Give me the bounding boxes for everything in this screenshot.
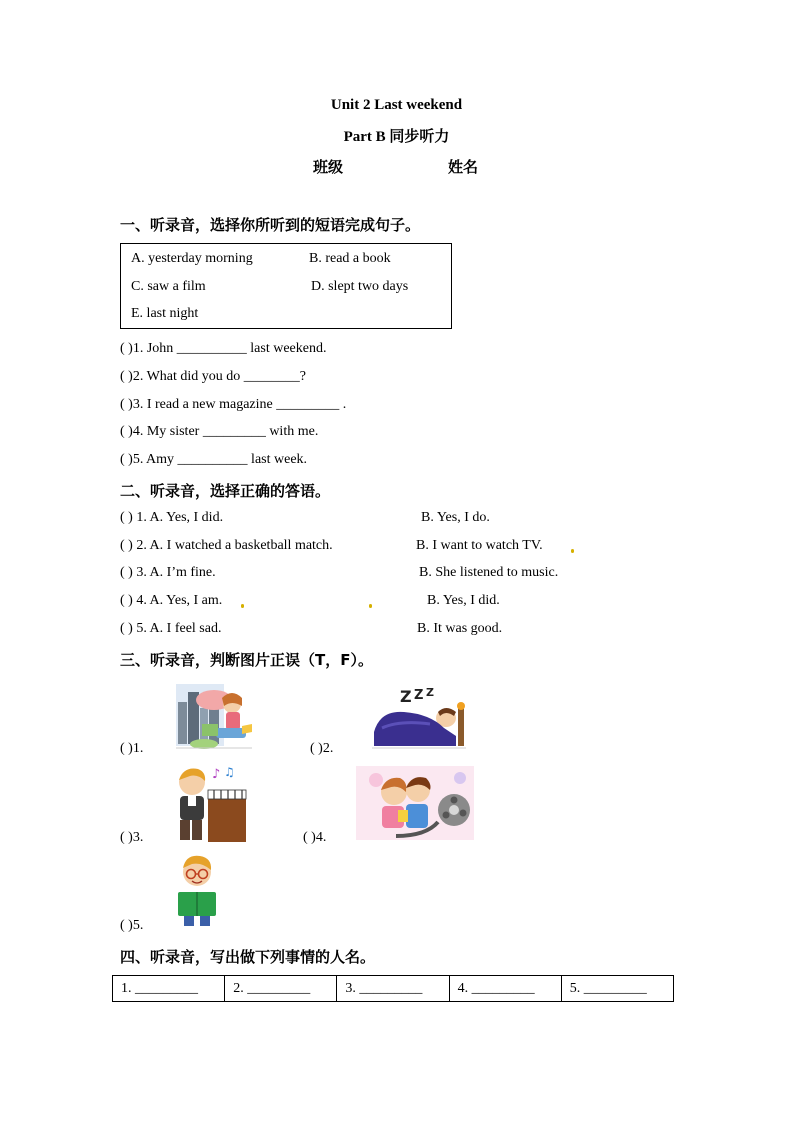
s2-question-5: ( ) 5. A. I feel sad. bbox=[120, 621, 222, 636]
section1-heading: 一、听录音，选择你所听到的短语完成句子。 bbox=[120, 216, 421, 234]
s2-answer-4b: B. Yes, I did. bbox=[427, 593, 500, 608]
s1-question-4: ( )4. My sister _________ with me. bbox=[120, 424, 319, 439]
s2-answer-1b: B. Yes, I do. bbox=[421, 510, 490, 525]
svg-text:♫: ♫ bbox=[224, 765, 235, 779]
worksheet-title: Unit 2 Last weekend bbox=[330, 97, 463, 113]
name-cell-4: 4. _________ bbox=[449, 976, 561, 1002]
name-cell-2: 2. _________ bbox=[225, 976, 337, 1002]
ink-speck bbox=[369, 604, 372, 608]
names-table bbox=[112, 975, 674, 1002]
ink-speck bbox=[241, 604, 244, 608]
s1-question-5: ( )5. Amy __________ last week. bbox=[120, 452, 308, 467]
options-box bbox=[120, 243, 452, 329]
children-watching-film-picture bbox=[356, 766, 474, 840]
svg-text:♪: ♪ bbox=[212, 767, 221, 782]
class-label: 班级 bbox=[313, 160, 344, 176]
boy-sleeping-picture bbox=[370, 684, 470, 752]
boy-playing-piano-picture bbox=[172, 764, 250, 844]
section3-heading: 三、听录音，判断图片正误（T，F）。 bbox=[120, 651, 373, 669]
s2-question-4: ( ) 4. A. Yes, I am. bbox=[120, 593, 223, 608]
s3-item-4: ( )4. bbox=[303, 830, 327, 845]
s3-item-5: ( )5. bbox=[120, 918, 144, 933]
s1-question-3: ( )3. I read a new magazine _________ . bbox=[120, 397, 347, 412]
option-c: C. saw a film bbox=[131, 279, 206, 294]
s3-item-2: ( )2. bbox=[310, 741, 334, 756]
worksheet-subtitle: Part B 同步听力 bbox=[343, 129, 450, 145]
s2-answer-5b: B. It was good. bbox=[417, 621, 503, 636]
s1-question-1: ( )1. John __________ last weekend. bbox=[120, 341, 327, 356]
s2-answer-2b: B. I want to watch TV. bbox=[416, 538, 543, 553]
option-d: D. slept two days bbox=[311, 279, 409, 294]
boy-reading-book-picture bbox=[172, 852, 222, 930]
option-e: E. last night bbox=[131, 306, 199, 321]
option-a: A. yesterday morning bbox=[131, 251, 253, 266]
s3-item-3: ( )3. bbox=[120, 830, 144, 845]
svg-text:Z: Z bbox=[426, 686, 434, 699]
s2-answer-3b: B. She listened to music. bbox=[419, 565, 559, 580]
name-cell-1: 1. _________ bbox=[113, 976, 225, 1002]
section4-heading: 四、听录音，写出做下列事情的人名。 bbox=[120, 948, 376, 966]
s3-item-1: ( )1. bbox=[120, 741, 144, 756]
name-label: 姓名 bbox=[448, 160, 479, 176]
svg-text:Z: Z bbox=[400, 687, 412, 706]
name-cell-3: 3. _________ bbox=[337, 976, 449, 1002]
s2-question-1: ( ) 1. A. Yes, I did. bbox=[120, 510, 224, 525]
svg-text:Z: Z bbox=[414, 688, 424, 703]
ink-speck bbox=[571, 549, 574, 553]
s1-question-2: ( )2. What did you do ________? bbox=[120, 369, 306, 384]
girl-listening-music-picture bbox=[172, 680, 256, 752]
s2-question-3: ( ) 3. A. I’m fine. bbox=[120, 565, 216, 580]
name-cell-5: 5. _________ bbox=[561, 976, 673, 1002]
option-b: B. read a book bbox=[309, 251, 391, 266]
s2-question-2: ( ) 2. A. I watched a basketball match. bbox=[120, 538, 333, 553]
section2-heading: 二、听录音，选择正确的答语。 bbox=[120, 482, 331, 500]
